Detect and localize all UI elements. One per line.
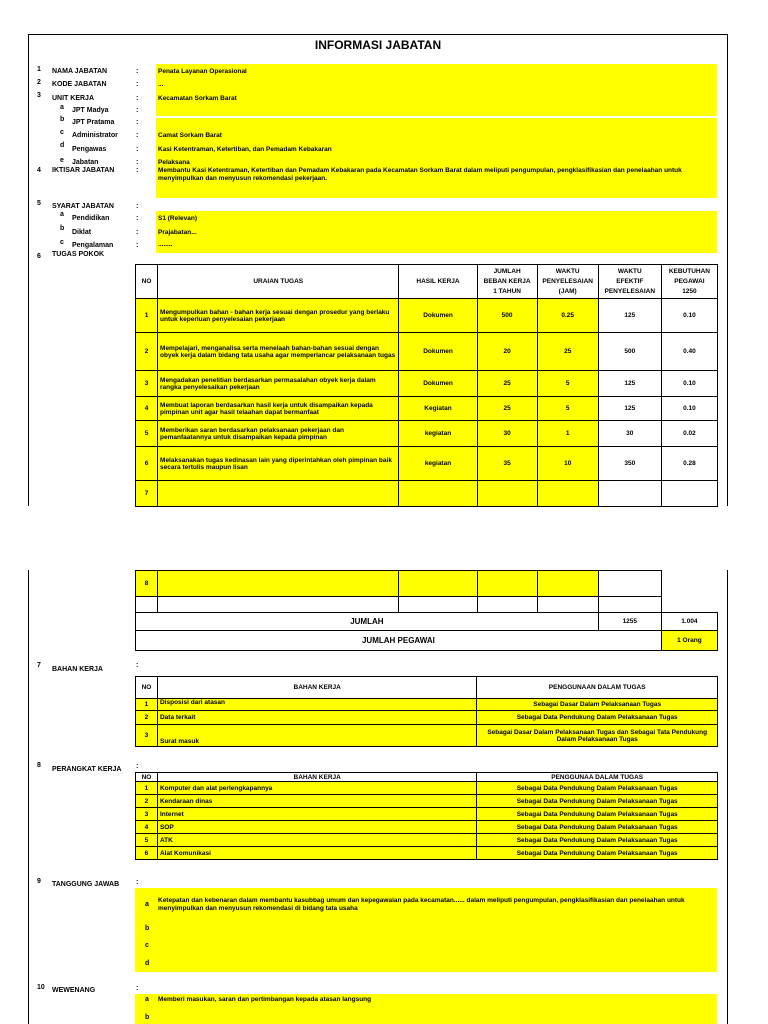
cell-uraian <box>158 481 399 507</box>
cell-uraian: Mempelajari, menganalisa serta menelaah bahan-bahan sesuai dengan obyek kerja dalam bidang tata usaha agar memperlancar pelaksanaan tugas <box>158 333 399 371</box>
value-pendidikan: S1 (Relevan) <box>158 215 198 222</box>
header-line: JUMLAH <box>493 267 521 275</box>
label-pengalaman: Pengalaman <box>72 242 114 249</box>
cell-kebutuhan <box>661 571 717 597</box>
table-header-row <box>136 677 718 699</box>
bahan-kerja-table <box>135 676 718 747</box>
sub-letter: c <box>60 239 64 246</box>
colon: : <box>136 985 139 992</box>
table-row <box>136 481 718 507</box>
cell-hasil: kegiatan <box>399 421 477 447</box>
cell-kebutuhan <box>661 481 717 507</box>
sub-letter: c <box>60 129 64 136</box>
pegawai-label: JUMLAH PEGAWAI <box>136 631 662 651</box>
field-num: 9 <box>37 878 41 885</box>
cell-kebutuhan: 0.28 <box>661 447 717 481</box>
table-row <box>136 597 718 613</box>
sub-letter: a <box>145 996 149 1003</box>
header-efektif <box>598 265 661 299</box>
header-kebutuhan <box>661 265 717 299</box>
header-guna: PENGGUNAAN DALAM TUGAS <box>477 677 718 699</box>
cell-efektif: 350 <box>598 447 661 481</box>
value-diklat: Prajabatan... <box>158 229 197 236</box>
cell-guna: Sebagai Data Pendukung Dalam Pelaksanaan Tugas <box>477 834 718 847</box>
field-num: 5 <box>37 200 41 207</box>
table-row <box>136 371 718 397</box>
table-header-row <box>136 265 718 299</box>
total-label: JUMLAH <box>136 613 599 631</box>
table-row <box>136 421 718 447</box>
cell-jumlah: 500 <box>477 299 537 333</box>
cell-bahan: Disposisi dari atasan <box>157 699 476 711</box>
table-row <box>136 795 718 808</box>
cell-bahan: SOP <box>157 821 476 834</box>
colon: : <box>136 132 139 139</box>
sub-letter: b <box>60 116 65 123</box>
sub-letter: d <box>60 142 65 149</box>
cell-no: 5 <box>136 834 158 847</box>
cell-uraian: Memberikan saran berdasarkan pelaksanaan pekerjaan dan pemanfaatannya untuk disampaikan kepada pimpinan <box>158 421 399 447</box>
colon: : <box>136 95 139 102</box>
table-header-row <box>136 773 718 782</box>
field-num: 8 <box>37 762 41 769</box>
cell-no: 6 <box>136 447 158 481</box>
cell-kebutuhan: 0.40 <box>661 333 717 371</box>
table-row <box>136 397 718 421</box>
field-value-block <box>156 211 717 253</box>
cell-no: 3 <box>136 371 158 397</box>
colon: : <box>136 107 139 114</box>
cell-hasil <box>399 481 477 507</box>
table-row <box>136 447 718 481</box>
cell-kebutuhan: 0.10 <box>661 397 717 421</box>
sub-letter: a <box>60 211 64 218</box>
colon: : <box>136 68 139 75</box>
cell-guna: Sebagai Dasar Dalam Pelaksanaan Tugas dan Sebagai Tata Pendukung Dalam Pelaksanaan Tugas <box>477 725 718 747</box>
cell-jumlah: 20 <box>477 333 537 371</box>
field-num: 2 <box>37 79 41 86</box>
sub-letter: c <box>145 942 149 949</box>
colon: : <box>136 229 139 236</box>
value-tanggung-jawab-a: Ketepatan dan kebenaran dalam membantu kasubbag umum dan kepegawaian pada kecamatan...... dalam meliputi pengumpulan, pengklasifikasian dan penelaahan untuk menyimpulkan dan menyusun rekomendasi di bidang tata usaha <box>158 897 685 912</box>
table-row <box>136 847 718 860</box>
label-unit-kerja: UNIT KERJA <box>52 95 95 102</box>
cell-no: 1 <box>136 299 158 333</box>
total-kebutuhan: 1.004 <box>661 613 717 631</box>
colon: : <box>136 242 139 249</box>
cell-waktu <box>537 571 598 597</box>
cell-bahan: Surat masuk <box>157 725 476 747</box>
colon: : <box>136 167 139 174</box>
field-num: 6 <box>37 253 41 260</box>
cell-hasil <box>399 571 477 597</box>
cell-guna: Sebagai Data Pendukung Dalam Pelaksanaan Tugas <box>477 711 718 725</box>
colon: : <box>136 146 139 153</box>
pegawai-row <box>136 631 718 651</box>
sub-letter: a <box>60 104 64 111</box>
cell-no: 4 <box>136 821 158 834</box>
label-perangkat-kerja: PERANGKAT KERJA <box>52 766 122 773</box>
cell-bahan: Kendaraan dinas <box>157 795 476 808</box>
header-no: NO <box>136 773 158 782</box>
sub-letter: b <box>145 925 150 932</box>
label-pendidikan: Pendidikan <box>72 215 110 222</box>
value-jabatan: Pelaksana <box>158 159 190 166</box>
cell-waktu: 10 <box>537 447 598 481</box>
cell-bahan: Internet <box>157 808 476 821</box>
header-hasil: HASIL KERJA <box>399 265 477 299</box>
label-wewenang: WEWENANG <box>52 987 96 994</box>
cell-waktu: 0.25 <box>537 299 598 333</box>
label-jpt-pratama: JPT Pratama <box>72 119 115 126</box>
cell-efektif: 125 <box>598 371 661 397</box>
header-line: 1250 <box>682 287 697 295</box>
cell-guna: Sebagai Data Pendukung Dalam Pelaksanaan Tugas <box>477 847 718 860</box>
colon: : <box>136 159 139 166</box>
label-bahan-kerja: BAHAN KERJA <box>52 666 103 673</box>
cell-efektif: 500 <box>598 333 661 371</box>
label-syarat-jabatan: SYARAT JABATAN <box>52 203 114 210</box>
header-no: NO <box>136 677 158 699</box>
cell-jumlah: 25 <box>477 397 537 421</box>
cell-uraian: Membuat laporan berdasarkan hasil kerja untuk disampaikan kepada pimpinan unit agar hasil telaahan dapat bermanfaat <box>158 397 399 421</box>
cell-uraian: Melaksanakan tugas kedinasan lain yang diperintahkan oleh pimpinan baik secara tertulis maupun lisan <box>158 447 399 481</box>
cell-bahan: Alat Komunikasi <box>157 847 476 860</box>
cell-no: 1 <box>136 782 158 795</box>
cell-no: 3 <box>136 808 158 821</box>
header-line: WAKTU <box>617 267 642 275</box>
field-num: 10 <box>37 984 45 991</box>
cell-no: 7 <box>136 481 158 507</box>
page2-left-border <box>28 570 29 1024</box>
header-line: KEBUTUHAN <box>668 267 710 275</box>
cell-bahan: ATK <box>157 834 476 847</box>
value-pengawas: Kasi Ketentraman, Ketertiban, dan Pemadam Kebakaran <box>158 146 332 153</box>
cell-hasil: Dokumen <box>399 371 477 397</box>
cell-no: 1 <box>136 699 158 711</box>
cell-waktu: 25 <box>537 333 598 371</box>
table-row <box>136 808 718 821</box>
label-iktisar: IKTISAR JABATAN <box>52 167 115 174</box>
cell-kebutuhan: 0.10 <box>661 371 717 397</box>
cell-efektif: 125 <box>598 299 661 333</box>
cell-waktu: 5 <box>537 397 598 421</box>
page1-top-border <box>28 34 728 35</box>
table-row <box>136 821 718 834</box>
cell-no: 2 <box>136 795 158 808</box>
cell-waktu <box>537 481 598 507</box>
value-wewenang-a: Memberi masukan, saran dan pertimbangan kepada atasan langsung <box>158 996 372 1003</box>
label-diklat: Diklat <box>72 229 92 236</box>
cell-no: 6 <box>136 847 158 860</box>
cell-kebutuhan <box>661 597 717 613</box>
cell-waktu <box>537 597 598 613</box>
cell-efektif: 125 <box>598 397 661 421</box>
value-unit-kerja: Kecamatan Sorkam Barat <box>158 95 237 102</box>
label-jabatan: Jabatan <box>72 159 99 166</box>
label-nama-jabatan: NAMA JABATAN <box>52 68 108 75</box>
tasks-table-continued <box>135 570 718 651</box>
value-kode-jabatan: ... <box>158 81 164 88</box>
sub-letter: a <box>145 901 149 908</box>
cell-jumlah <box>477 481 537 507</box>
header-bahan: BAHAN KERJA <box>157 677 476 699</box>
pegawai-value: 1 Orang <box>661 631 717 651</box>
cell-guna: Sebagai Data Pendukung Dalam Pelaksanaan Tugas <box>477 795 718 808</box>
header-jumlah <box>477 265 537 299</box>
table-row <box>136 725 718 747</box>
header-line: 1 TAHUN <box>493 287 521 295</box>
header-line: EFEKTIF <box>616 277 644 285</box>
cell-hasil <box>399 597 477 613</box>
cell-bahan: Data terkait <box>157 711 476 725</box>
sub-letter: b <box>60 225 65 232</box>
cell-guna: Sebagai Data Pendukung Dalam Pelaksanaan Tugas <box>477 821 718 834</box>
colon: : <box>136 119 139 126</box>
cell-efektif <box>598 481 661 507</box>
cell-hasil: kegiatan <box>399 447 477 481</box>
sub-letter: d <box>145 960 150 967</box>
value-iktisar: Membantu Kasi Ketentraman, Ketertiban dan Pemadam Kebakaran pada Kecamatan Sorkam Barat dalam meliputi pengumpulan, pengklasifikasian dan penelaahan untuk menyimpulkan dan menyusun rekomendasi pekerjaan. <box>158 167 682 182</box>
cell-waktu: 1 <box>537 421 598 447</box>
colon: : <box>136 215 139 222</box>
label-pengawas: Pengawas <box>72 146 107 153</box>
cell-no <box>136 597 158 613</box>
table-row <box>136 711 718 725</box>
cell-kebutuhan: 0.10 <box>661 299 717 333</box>
cell-jumlah: 30 <box>477 421 537 447</box>
page1-right-border <box>727 34 728 506</box>
header-bahan: BAHAN KERJA <box>157 773 476 782</box>
tasks-table <box>135 264 718 507</box>
perangkat-kerja-table <box>135 772 718 860</box>
table-row <box>136 571 718 597</box>
label-tugas-pokok: TUGAS POKOK <box>52 251 105 258</box>
cell-jumlah <box>477 571 537 597</box>
total-row <box>136 613 718 631</box>
table-row <box>136 299 718 333</box>
field-num: 1 <box>37 66 41 73</box>
cell-hasil: Kegiatan <box>399 397 477 421</box>
cell-efektif <box>598 571 661 597</box>
cell-uraian: Mengadakan penelitian berdasarkan permasalahan obyek kerja dalam rangka penyelesaikan pekerjaan <box>158 371 399 397</box>
cell-guna: Sebagai Dasar Dalam Pelaksanaan Tugas <box>477 699 718 711</box>
header-line: PENYELESAIAN <box>542 277 593 285</box>
header-line: PENYELESAIAN <box>604 287 656 295</box>
cell-jumlah <box>477 597 537 613</box>
cell-jumlah: 35 <box>477 447 537 481</box>
cell-hasil: Dokumen <box>399 299 477 333</box>
table-row <box>136 834 718 847</box>
label-administrator: Administrator <box>72 132 118 139</box>
cell-no: 2 <box>136 333 158 371</box>
colon: : <box>136 662 139 669</box>
field-num: 7 <box>37 662 41 669</box>
cell-no: 8 <box>136 571 158 597</box>
cell-uraian <box>158 597 399 613</box>
header-guna: PENGGUNAA DALAM TUGAS <box>477 773 718 782</box>
colon: : <box>136 81 139 88</box>
table-row <box>136 782 718 795</box>
table-row <box>136 699 718 711</box>
field-num: 4 <box>37 167 41 174</box>
colon: : <box>136 763 139 770</box>
sub-letter: b <box>145 1014 150 1021</box>
label-jpt-madya: JPT Madya <box>72 107 109 114</box>
header-uraian: URAIAN TUGAS <box>158 265 399 299</box>
cell-no: 4 <box>136 397 158 421</box>
cell-efektif <box>598 597 661 613</box>
cell-efektif: 30 <box>598 421 661 447</box>
cell-waktu: 5 <box>537 371 598 397</box>
cell-no: 2 <box>136 711 158 725</box>
header-waktu <box>537 265 598 299</box>
cell-jumlah: 25 <box>477 371 537 397</box>
cell-guna: Sebagai Data Pendukung Dalam Pelaksanaan Tugas <box>477 782 718 795</box>
cell-uraian: Mengumpulkan bahan - bahan kerja sesuai dengan prosedur yang berlaku untuk keperluan penyelesaian pekerjaan <box>158 299 399 333</box>
table-row <box>136 333 718 371</box>
label-tanggung-jawab: TANGGUNG JAWAB <box>52 881 120 888</box>
cell-kebutuhan: 0.02 <box>661 421 717 447</box>
cell-uraian <box>158 571 399 597</box>
header-line: WAKTU <box>555 267 580 275</box>
cell-no: 5 <box>136 421 158 447</box>
header-line: PEGAWAI <box>674 277 705 285</box>
header-line: BEBAN KERJA <box>483 277 531 285</box>
value-nama-jabatan: Penata Layanan Operasional <box>158 68 247 75</box>
header-line: (JAM) <box>558 287 577 295</box>
colon: : <box>136 203 139 210</box>
label-kode-jabatan: KODE JABATAN <box>52 81 107 88</box>
field-value-block <box>156 118 717 198</box>
sub-letter: e <box>60 157 64 164</box>
colon: : <box>136 879 139 886</box>
header-no: NO <box>136 265 158 299</box>
cell-guna: Sebagai Data Pendukung Dalam Pelaksanaan Tugas <box>477 808 718 821</box>
page1-left-border <box>28 34 29 506</box>
cell-hasil: Dokumen <box>399 333 477 371</box>
field-num: 3 <box>37 92 41 99</box>
cell-no: 3 <box>136 725 158 747</box>
value-pengalaman: ........ <box>158 241 173 248</box>
page2-right-border <box>727 570 728 1024</box>
value-administrator: Camat Sorkam Barat <box>158 132 222 139</box>
cell-bahan: Komputer dan alat perlengkapannya <box>157 782 476 795</box>
total-efektif: 1255 <box>598 613 661 631</box>
page-title: INFORMASI JABATAN <box>314 38 442 52</box>
